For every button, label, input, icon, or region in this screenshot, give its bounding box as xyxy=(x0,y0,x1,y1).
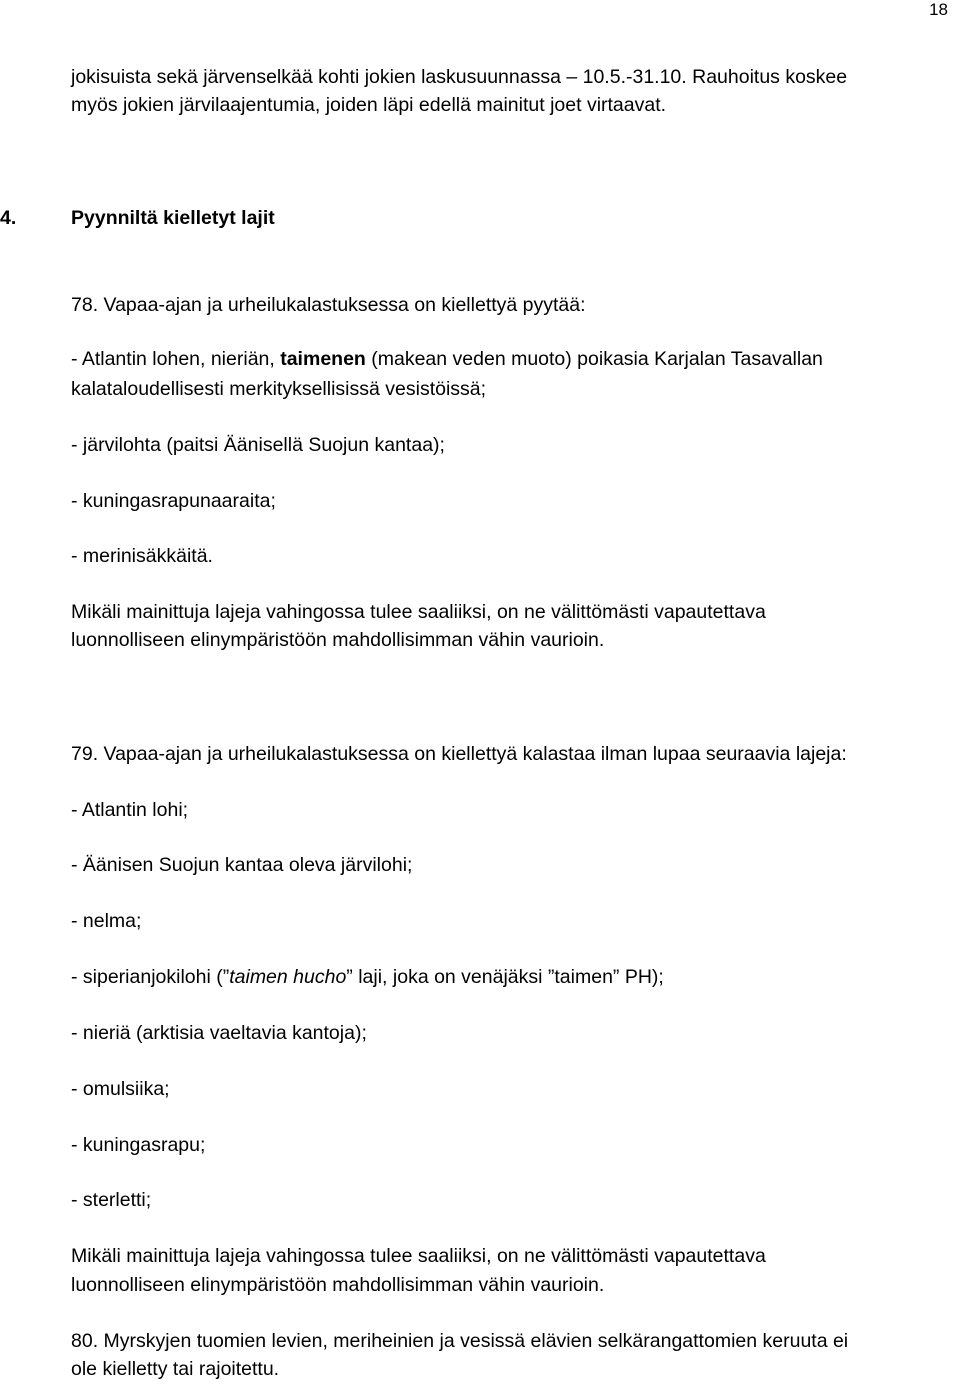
intro-line-1: jokisuista sekä järvenselkää kohti jokien laskusuunnassa – 10.5.-31.10. Rauhoitus koskee xyxy=(71,66,848,88)
note-78-line-2: luonnolliseen elinympäristöön mahdollisimman vähin vaurioin. xyxy=(71,629,605,651)
list-item-79-4 xyxy=(71,962,664,992)
list-item-79-1: - Atlantin lohi; xyxy=(71,799,189,821)
list-item-78-1-cont: kalataloudellisesti merkityksellisissä vesistöissä; xyxy=(71,378,487,400)
italic-term: taimen hucho xyxy=(229,966,347,988)
paragraph-79-heading: 79. Vapaa-ajan ja urheilukalastuksessa on kiellettyä kalastaa ilman lupaa seuraavia lajeja: xyxy=(71,743,847,765)
list-item-78-4: - merinisäkkäitä. xyxy=(71,545,213,567)
paragraph-80-line-2: ole kielletty tai rajoitettu. xyxy=(71,1358,280,1380)
paragraph-80-line-1: 80. Myrskyjen tuomien levien, meriheinien ja vesissä elävien selkärangattomien keruuta ei xyxy=(71,1330,849,1352)
page-number: 18 xyxy=(929,0,948,19)
paragraph-78-heading: 78. Vapaa-ajan ja urheilukalastuksessa on kiellettyä pyytää: xyxy=(71,294,586,316)
item-text: (makean veden muoto) poikasia Karjalan Tasavallan xyxy=(365,348,823,370)
list-item-78-1 xyxy=(71,344,823,374)
list-item-79-8: - sterletti; xyxy=(71,1189,152,1211)
section-title: Pyynniltä kielletyt lajit xyxy=(71,207,275,229)
note-78-line-1: Mikäli mainittuja lajeja vahingossa tulee saaliiksi, on ne välittömästi vapautettava xyxy=(71,601,766,623)
section-number: 4. xyxy=(0,207,17,229)
list-item-78-2: - järvilohta (paitsi Äänisellä Suojun kantaa); xyxy=(71,434,445,456)
list-item-79-6: - omulsiika; xyxy=(71,1078,170,1100)
intro-line-2: myös jokien järvilaajentumia, joiden läpi edellä mainitut joet virtaavat. xyxy=(71,94,667,116)
list-item-79-3: - nelma; xyxy=(71,910,142,932)
item-text: - Atlantin lohen, nieriän, xyxy=(71,348,281,370)
note-79-line-1: Mikäli mainittuja lajeja vahingossa tulee saaliiksi, on ne välittömästi vapautettava xyxy=(71,1245,766,1267)
note-79-line-2: luonnolliseen elinympäristöön mahdollisimman vähin vaurioin. xyxy=(71,1274,605,1296)
item-text: - siperianjokilohi (” xyxy=(71,966,230,988)
bold-term: taimenen xyxy=(280,348,366,370)
list-item-79-7: - kuningasrapu; xyxy=(71,1134,206,1156)
item-text: ” laji, joka on venäjäksi ”taimen” PH); xyxy=(346,966,664,988)
list-item-78-3: - kuningasrapunaaraita; xyxy=(71,490,276,512)
list-item-79-5: - nieriä (arktisia vaeltavia kantoja); xyxy=(71,1022,367,1044)
list-item-79-2: - Äänisen Suojun kantaa oleva järvilohi; xyxy=(71,854,413,876)
